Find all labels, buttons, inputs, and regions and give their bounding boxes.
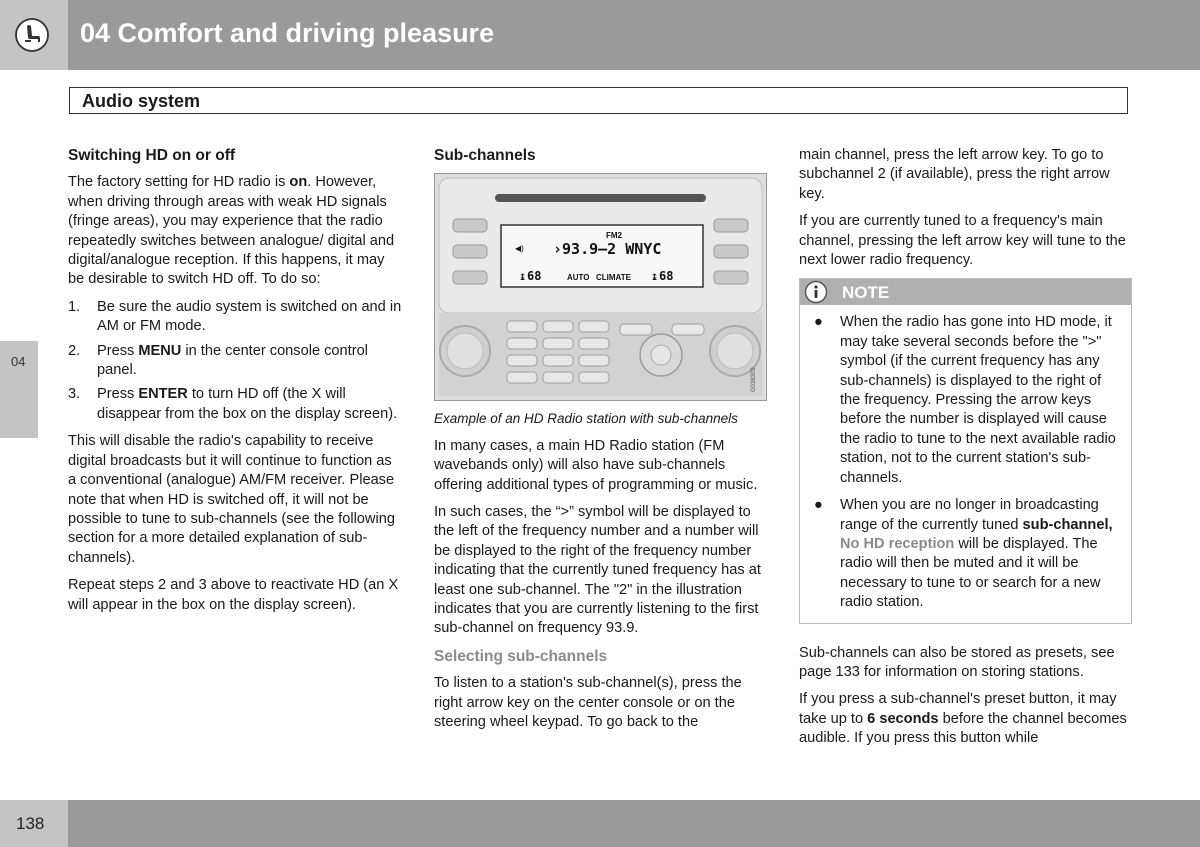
section-title: Audio system	[82, 91, 201, 111]
note-text: When the radio has gone into HD mode, it may take several seconds before the ">" symbol (if the current frequency has any sub-channels) is displayed to the right of the frequency. Pressing the arrow keys before the number is displayed will cause the radio to tune to the next available radio station, not to the current station's sub-channels.	[840, 314, 1116, 486]
note-bold: sub-channel	[1022, 516, 1109, 533]
page-header	[0, 0, 1200, 70]
column-2	[434, 146, 768, 741]
display-left-temp: 68	[527, 269, 542, 284]
figure-caption: Example of an HD Radio station with sub-channels	[434, 411, 738, 427]
steps-list	[68, 298, 402, 424]
temp-icon-right: ↨	[651, 269, 659, 284]
step-number: 3.	[68, 386, 81, 403]
list-item	[68, 298, 402, 337]
heading-sub-channels: Sub-channels	[434, 147, 536, 164]
note-box	[799, 278, 1132, 623]
display-band: FM2	[606, 231, 622, 241]
para-bold: 6 seconds	[867, 710, 939, 727]
chapter-title: 04 Comfort and driving pleasure	[80, 18, 495, 48]
step-number: 1.	[68, 298, 81, 315]
temp-icon-left: ↨	[519, 269, 527, 284]
paragraph: Sub-channels can also be stored as presets, see page 133 for information on storing stations.	[799, 644, 1115, 680]
intro-bold: on	[289, 174, 308, 191]
display-right-temp: 68	[659, 269, 674, 284]
note-header	[800, 279, 1131, 305]
heading-selecting-sub-channels: Selecting sub-channels	[434, 647, 608, 665]
paragraph: In such cases, the “>” symbol will be displayed to the left of the frequency number and a number will be displayed to the right of the frequency number indicating that the currently tuned frequency has at least one sub-channel. The "2" in the illustration indicates that you are currently listening to the first sub-channel on frequency 93.9.	[434, 504, 761, 637]
display-frequency: ›93.9–2 WNYC	[553, 240, 662, 259]
note-text-sep: ,	[1108, 516, 1113, 533]
page-number: 138	[16, 814, 45, 833]
display-auto: AUTO	[567, 273, 590, 283]
intro-text-cont: . However, when driving through areas with weak HD signals (fringe areas), you may experience that the radio repeatedly switches between analogue/ digital and digital/analogue reception. If this happens, it may be desirable to switch HD off. To do so:	[68, 174, 395, 288]
intro-paragraph	[68, 173, 402, 289]
paragraph: If you are currently tuned to a frequency's main channel, pressing the left arrow key will tune to the next lower radio frequency.	[799, 213, 1126, 269]
note-title: NOTE	[842, 283, 890, 303]
radio-panel-drawing	[435, 174, 766, 400]
page-footer	[0, 800, 1200, 847]
note-text-cont: will be displayed. The radio will then be muted and it will be necessary to tune to or search for a new radio station.	[840, 535, 1101, 611]
chapter-side-tab	[0, 341, 38, 438]
figure-code: G038309	[751, 367, 757, 393]
section-heading-box	[69, 87, 1128, 114]
paragraph: This will disable the radio's capability to receive digital broadcasts but it will continue to function as a conventional (analogue) AM/FM receiver. Please note that when HD is switched off, it will not be possible to tune to sub-channels (see the following section for a more detailed explanation of sub-channels).	[68, 433, 395, 566]
note-body	[800, 305, 1131, 622]
paragraph: Repeat steps 2 and 3 above to reactivate HD (an X will appear in the box on the display screen).	[68, 577, 399, 613]
step-text: Press	[97, 386, 139, 403]
step-text-cont: to turn HD off (the X will disappear from the box on the display screen).	[97, 386, 398, 422]
step-text-cont: in the center console control panel.	[97, 342, 368, 379]
column-1	[68, 146, 402, 623]
info-icon	[804, 280, 828, 304]
display-climate: CLIMATE	[596, 273, 631, 283]
bullet: ●	[814, 497, 823, 514]
step-number: 2.	[68, 342, 81, 359]
para-text: If you press a sub-channel's preset button, it may take up to	[799, 691, 1117, 727]
chapter-icon-box	[0, 0, 68, 70]
seat-icon	[15, 18, 49, 52]
speaker-icon: ◀)	[515, 244, 524, 254]
paragraph: main channel, press the left arrow key. To go to subchannel 2 (if available), press the right arrow key.	[799, 147, 1110, 202]
radio-illustration	[434, 173, 767, 401]
step-bold: MENU	[138, 342, 182, 359]
column-3	[799, 146, 1133, 757]
step-text: Press	[97, 342, 139, 359]
list-item	[68, 342, 402, 381]
side-tab-label: 04	[11, 354, 26, 369]
paragraph	[799, 690, 1133, 748]
note-text: When you are no longer in broadcasting range of the currently tuned	[840, 497, 1099, 533]
note-display-message: No HD reception	[840, 535, 955, 552]
paragraph: In many cases, a main HD Radio station (FM wavebands only) will also have sub-channels offering additional types of programming or music.	[434, 437, 758, 493]
paragraph: To listen to a station's sub-channel(s), press the right arrow key on the center console or on the steering wheel keypad. To go back to the	[434, 675, 742, 731]
heading-switching-hd: Switching HD on or off	[68, 147, 236, 164]
list-item	[810, 496, 1121, 612]
note-list	[810, 313, 1121, 612]
bullet: ●	[814, 314, 823, 331]
step-bold: ENTER	[138, 386, 188, 403]
step-text: Be sure the audio system is switched on and in AM or FM mode.	[97, 298, 402, 335]
list-item	[810, 313, 1121, 488]
list-item	[68, 385, 402, 424]
intro-text: The factory setting for HD radio is	[68, 174, 290, 191]
page-number-box	[0, 800, 68, 847]
para-text-cont: before the channel becomes audible. If you press this button while	[799, 710, 1127, 747]
